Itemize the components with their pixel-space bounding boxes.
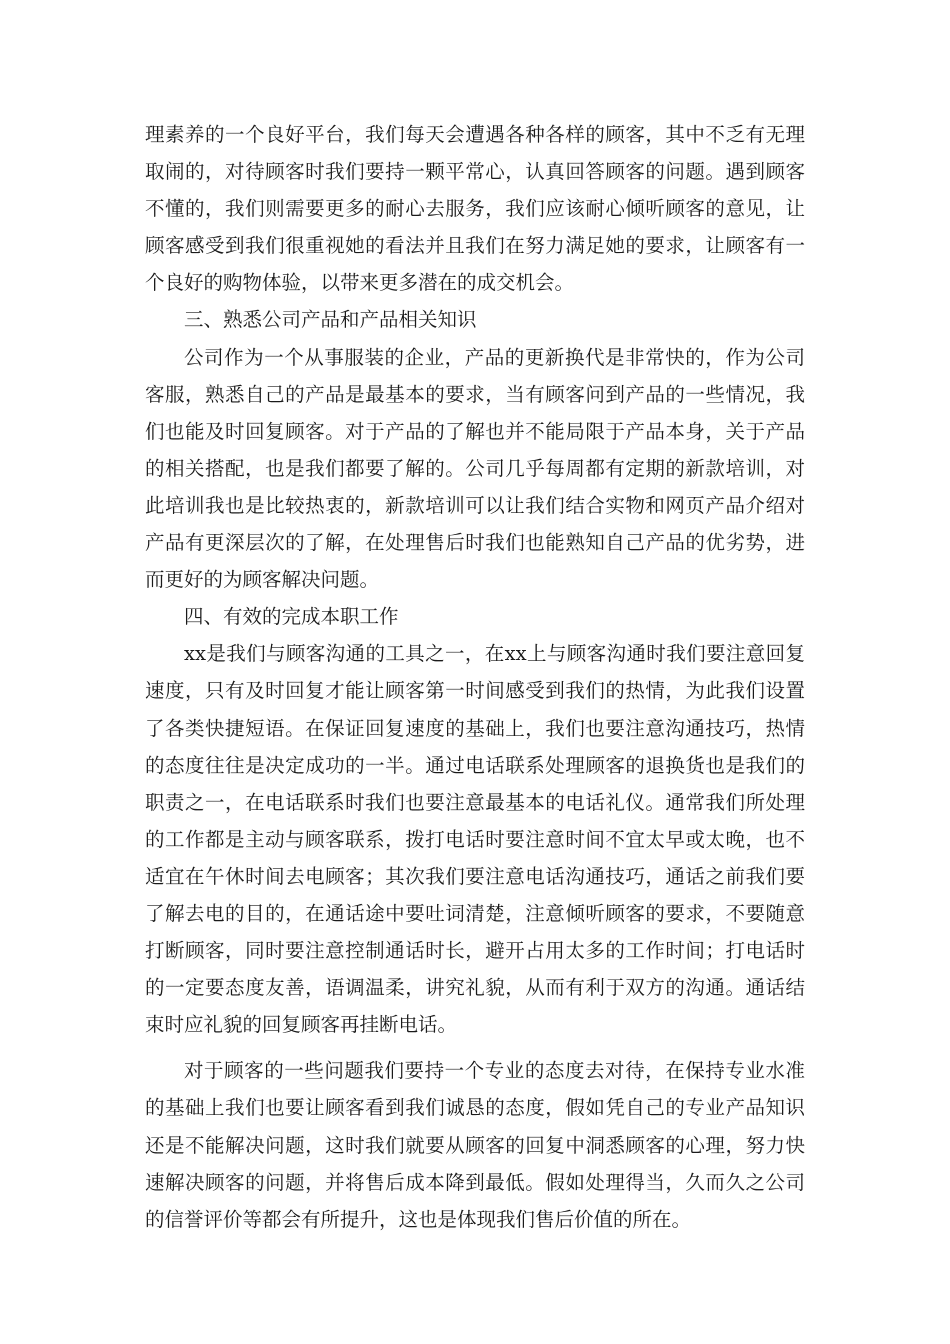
document-body xyxy=(145,116,805,1238)
paragraph-communication: xx是我们与顾客沟通的工具之一，在xx上与顾客沟通时我们要注意回复速度，只有及时回复才能让顾客第一时间感受到我们的热情，为此我们设置了各类快捷短语。在保证回复速度的基础上，我们也要注意沟通技巧，热情的态度往往是决定成功的一半。通过电话联系处理顾客的退换货也是我们的职责之一，在电话联系时我们也要注意最基本的电话礼仪。通常我们所处理的工作都是主动与顾客联系，拨打电话时要注意时间不宜太早或太晚，也不适宜在午休时间去电顾客；其次我们要注意电话沟通技巧，通话之前我们要了解去电的目的，在通话途中要吐词清楚，注意倾听顾客的要求，不要随意打断顾客，同时要注意控制通话时长，避开占用太多的工作时间；打电话时的一定要态度友善，语调温柔，讲究礼貌，从而有利于双方的沟通。通话结束时应礼貌的回复顾客再挂断电话。 xyxy=(145,642,805,1037)
paragraph-product-knowledge: 公司作为一个从事服装的企业，产品的更新换代是非常快的，作为公司客服，熟悉自己的产品是最基本的要求，当有顾客问到产品的一些情况，我们也能及时回复顾客。对于产品的了解也并不能局限于产品本身，关于产品的相关搭配，也是我们都要了解的。公司几乎每周都有定期的新款培训，对此培训我也是比较热衷的，新款培训可以让我们结合实物和网页产品介绍对产品有更深层次的了解，在处理售后时我们也能熟知自己产品的优劣势，进而更好的为顾客解决问题。 xyxy=(145,345,805,592)
paragraph-professional-attitude: 对于顾客的一些问题我们要持一个专业的态度去对待，在保持专业水准的基础上我们也要让顾客看到我们诚恳的态度，假如凭自己的专业产品知识还是不能解决问题，这时我们就要从顾客的回复中洞悉顾客的心理，努力快速解决顾客的问题，并将售后成本降到最低。假如处理得当，久而久之公司的信誉评价等都会有所提升，这也是体现我们售后价值的所在。 xyxy=(145,1059,805,1231)
section-heading-4: 四、有效的完成本职工作 xyxy=(184,605,399,629)
paragraph-continuation: 理素养的一个良好平台，我们每天会遭遇各种各样的顾客，其中不乏有无理取闹的，对待顾客时我们要持一颗平常心，认真回答顾客的问题。遇到顾客不懂的，我们则需要更多的耐心去服务，我们应该耐心倾听顾客的意见，让顾客感受到我们很重视她的看法并且我们在努力满足她的要求，让顾客有一个良好的购物体验，以带来更多潜在的成交机会。 xyxy=(145,123,805,295)
section-heading-3: 三、熟悉公司产品和产品相关知识 xyxy=(184,308,477,332)
